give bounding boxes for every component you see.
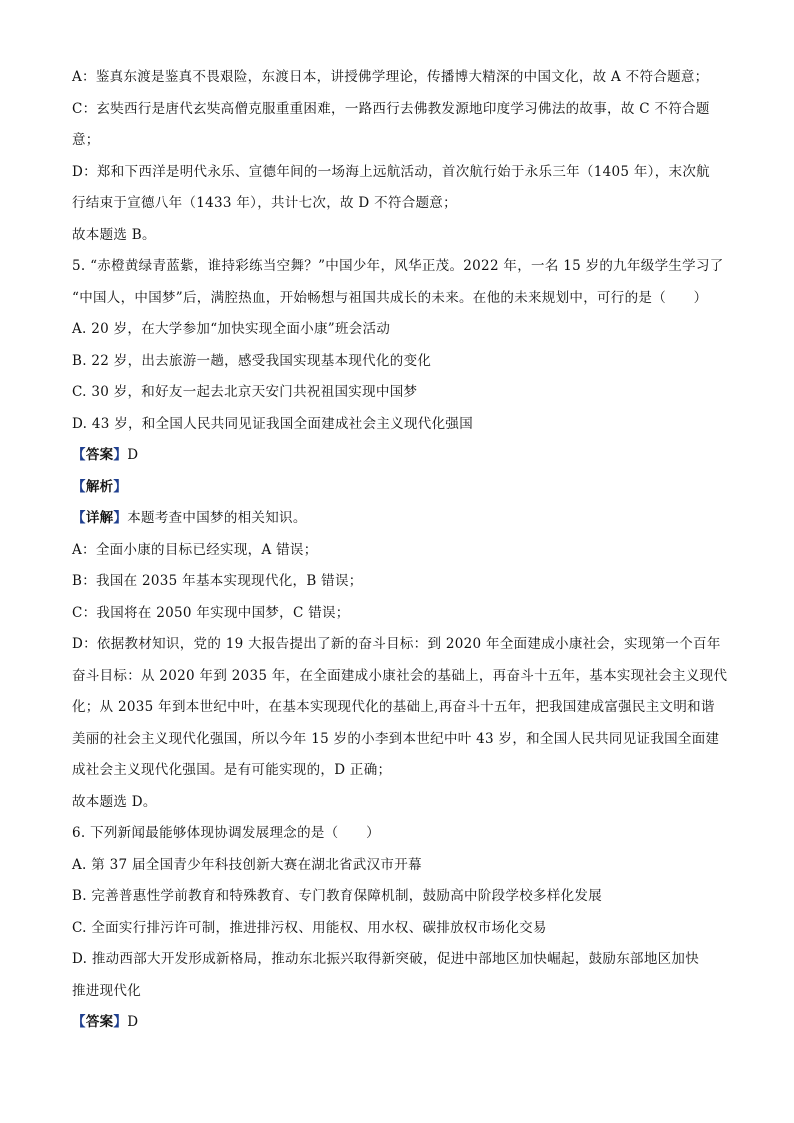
section-tag: 【答案】 <box>72 1014 128 1030</box>
line-text: 本题考查中国梦的相关知识。 <box>127 510 307 526</box>
document-body <box>72 62 728 1039</box>
text-line <box>72 440 722 472</box>
text-line: D：依据教材知识，党的 19 大报告提出了新的奋斗目标：到 2020 年全面建成小康社会，实现第一个百年 <box>72 636 721 652</box>
text-line: 化；从 2035 年到本世纪中叶，在基本实现现代化的基础上,再奋斗十五年，把我国建成富强民主文明和谐 <box>72 699 715 715</box>
text-line: 5. “赤橙黄绿青蓝紫，谁持彩练当空舞？”中国少年，风华正茂。2022 年，一名 15 岁的九年级学生学习了 <box>72 258 724 274</box>
line-text: D <box>127 1014 139 1030</box>
text-line: 行结束于宣德八年（1433 年），共计七次，故 D 不符合题意； <box>72 195 457 211</box>
section-tag: 【解析】 <box>72 478 128 495</box>
text-line: D：郑和下西洋是明代永乐、宣德年间的一场海上远航活动，首次航行始于永乐三年（1405 年），末次航 <box>72 163 710 180</box>
text-line <box>72 472 722 504</box>
text-line: 推进现代化 <box>72 982 141 999</box>
text-line: D. 推动西部大开发形成新格局，推动东北振兴取得新突破，促进中部地区加快崛起，鼓励东部地区加快 <box>72 951 700 967</box>
text-line: A. 第 37 届全国青少年科技创新大赛在湖北省武汉市开幕 <box>72 856 422 873</box>
text-line: 奋斗目标：从 2020 年到 2035 年，在全面建成小康社会的基础上，再奋斗十五年，基本实现社会主义现代 <box>72 667 728 684</box>
text-line: A：全面小康的目标已经实现，A 错误； <box>72 541 318 558</box>
line-text: D <box>127 447 139 463</box>
text-line: 故本题选 D。 <box>72 793 157 810</box>
section-tag: 【详解】 <box>72 510 128 526</box>
text-line: 成社会主义现代化强国。是有可能实现的，D 正确； <box>72 762 392 778</box>
text-line: 意； <box>72 132 100 148</box>
text-line: A. 20 岁，在大学参加“加快实现全面小康”班会活动 <box>72 321 391 337</box>
text-line: C. 30 岁，和好友一起去北京天安门共祝祖国实现中国梦 <box>72 384 418 400</box>
text-line: 美丽的社会主义现代化强国，所以今年 15 岁的小李到本世纪中叶 43 岁，和全国人民共同见证我国全面建 <box>72 730 720 747</box>
text-line: 故本题选 B。 <box>72 226 156 243</box>
text-line: D. 43 岁，和全国人民共同见证我国全面建成社会主义现代化强国 <box>72 415 473 432</box>
text-line: B：我国在 2035 年基本实现现代化，B 错误； <box>72 573 363 589</box>
text-line <box>72 503 722 535</box>
text-line: B. 22 岁，出去旅游一趟，感受我国实现基本现代化的变化 <box>72 352 432 369</box>
text-line: C：我国将在 2050 年实现中国梦，C 错误； <box>72 604 350 621</box>
text-line: 6. 下列新闻最能够体现协调发展理念的是（ ） <box>72 825 380 841</box>
text-line: “中国人，中国梦”后，满腔热血，开始畅想与祖国共成长的未来。在他的未来规划中，可行的是（ ） <box>72 289 708 306</box>
section-tag: 【答案】 <box>72 447 128 463</box>
text-line <box>72 1007 722 1039</box>
text-line: B. 完善普惠性学前教育和特殊教育、专门教育保障机制，鼓励高中阶段学校多样化发展 <box>72 888 603 904</box>
text-line: C：玄奘西行是唐代玄奘高僧克服重重困难，一路西行去佛教发源地印度学习佛法的故事，故 C 不符合题 <box>72 100 710 117</box>
text-line: C. 全面实行排污许可制，推进排污权、用能权、用水权、碳排放权市场化交易 <box>72 919 547 936</box>
text-line: A：鉴真东渡是鉴真不畏艰险，东渡日本，讲授佛学理论，传播博大精深的中国文化，故 A 不符合题意； <box>72 69 709 85</box>
